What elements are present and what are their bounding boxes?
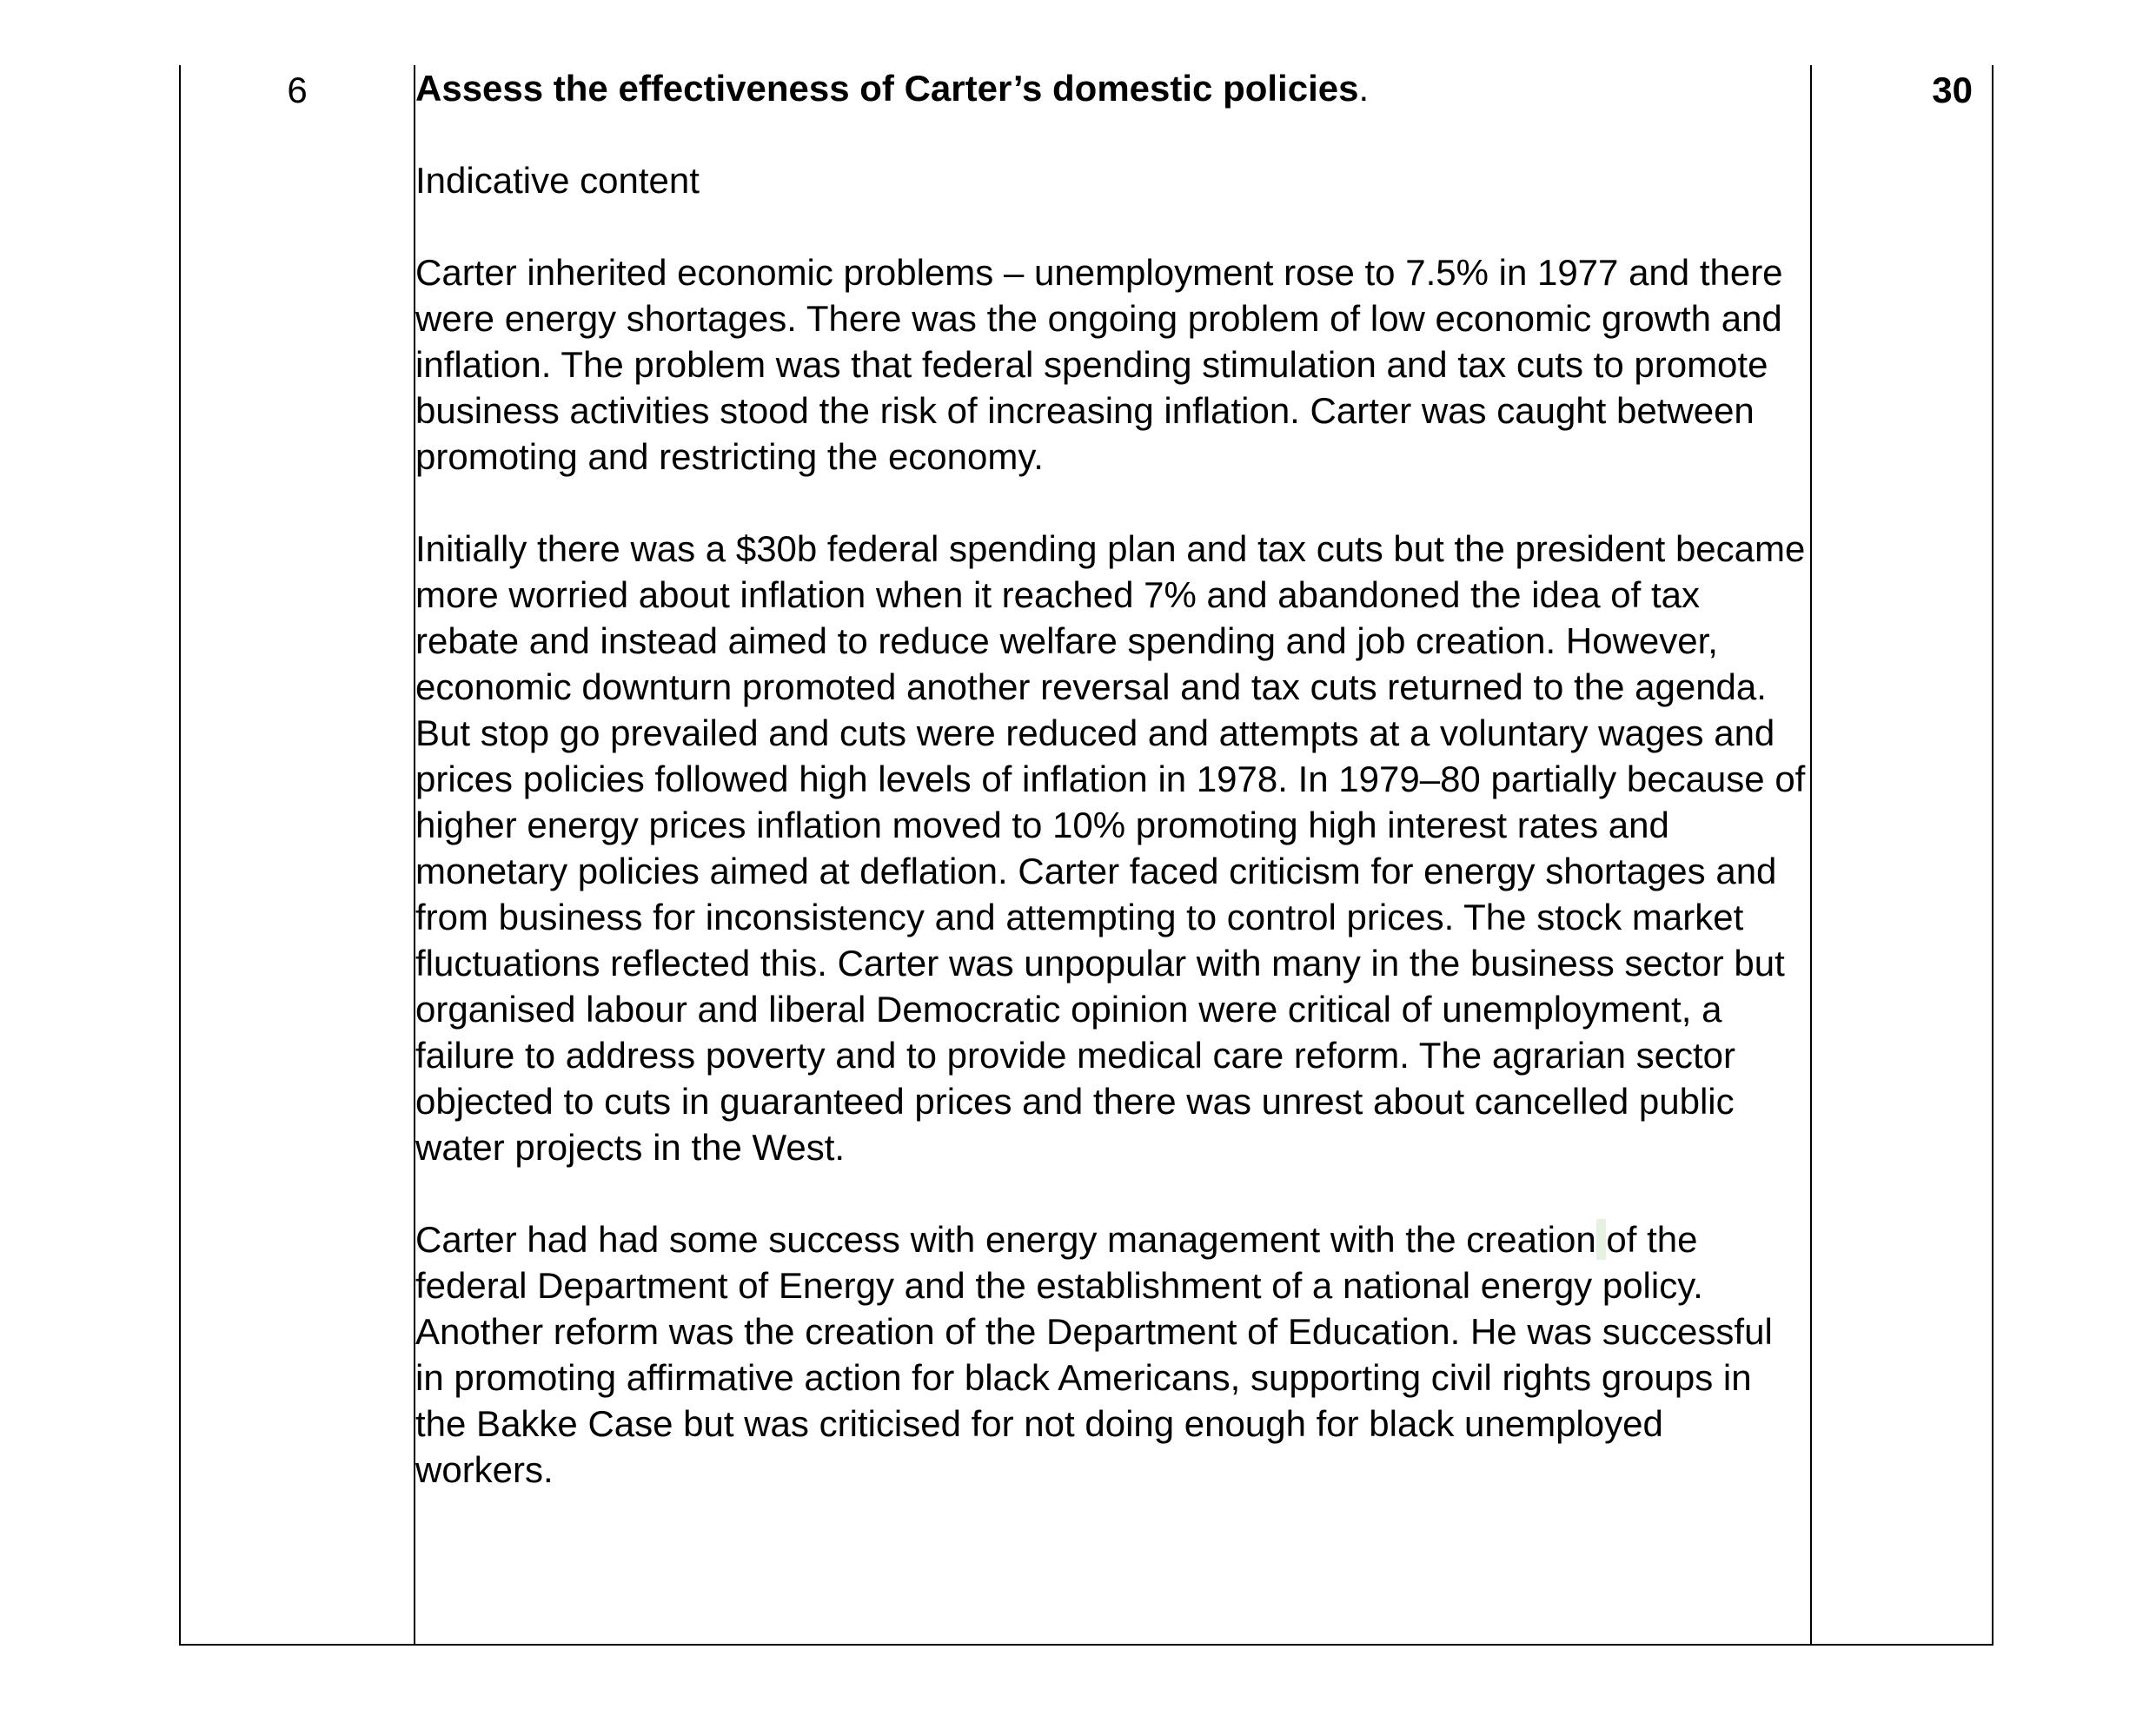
question-number: 6 xyxy=(287,70,308,110)
question-title xyxy=(415,65,1810,111)
marks-cell xyxy=(1811,65,1993,1645)
question-row xyxy=(180,65,1993,1645)
text-cursor-highlight xyxy=(1596,1219,1607,1260)
question-number-cell xyxy=(180,65,415,1645)
indicative-content-label: Indicative content xyxy=(415,160,700,201)
paragraph-3-end: of the federal Department of Energy and the establishment of a national energy policy. Another reform was the creation of the Department of Education. He was successful in promoting affirmative action for black Americans, supporting civil rights groups in the Bakke Case but was criticised for not doing enough for black unemployed workers. xyxy=(415,1219,1773,1490)
paragraph-3 xyxy=(415,1216,1810,1493)
paragraph-2: Initially there was a $30b federal spending plan and tax cuts but the president became more worried about inflation when it reached 7% and abandoned the idea of tax rebate and instead aimed to reduce welfare spending and job creation. However, economic downturn promoted another reversal and tax cuts returned to the agenda. But stop go prevailed and cuts were reduced and attempts at a voluntary wages and prices policies followed high levels of inflation in 1978. In 1979–80 partially because of higher energy prices inflation moved to 10% promoting high interest rates and monetary policies aimed at deflation. Carter faced criticism for energy shortages and from business for inconsistency and attempting to control prices. The stock market fluctuations reflected this. Carter was unpopular with many in the business sector but organised labour and liberal Democratic opinion were critical of unemployment, a failure to address poverty and to provide medical care reform. The agrarian sector objected to cuts in guaranteed prices and there was unrest about cancelled public water projects in the West. xyxy=(415,528,1806,1168)
paragraph-3-start: Carter had had some success with energy management with the creation xyxy=(415,1219,1596,1260)
mark-scheme-table xyxy=(179,65,1993,1646)
paragraph-1: Carter inherited economic problems – unemployment rose to 7.5% in 1977 and there were energy shortages. There was the ongoing problem of low economic growth and inflation. The problem was that federal spending stimulation and tax cuts to promote business activities stood the risk of increasing inflation. Carter was caught between promoting and restricting the economy. xyxy=(415,252,1783,477)
question-title-punct: . xyxy=(1358,68,1370,109)
question-title-text: Assess the effectiveness of Carter’s domestic policies xyxy=(415,68,1359,109)
question-content-cell xyxy=(415,65,1811,1645)
marks-value: 30 xyxy=(1932,70,1973,110)
